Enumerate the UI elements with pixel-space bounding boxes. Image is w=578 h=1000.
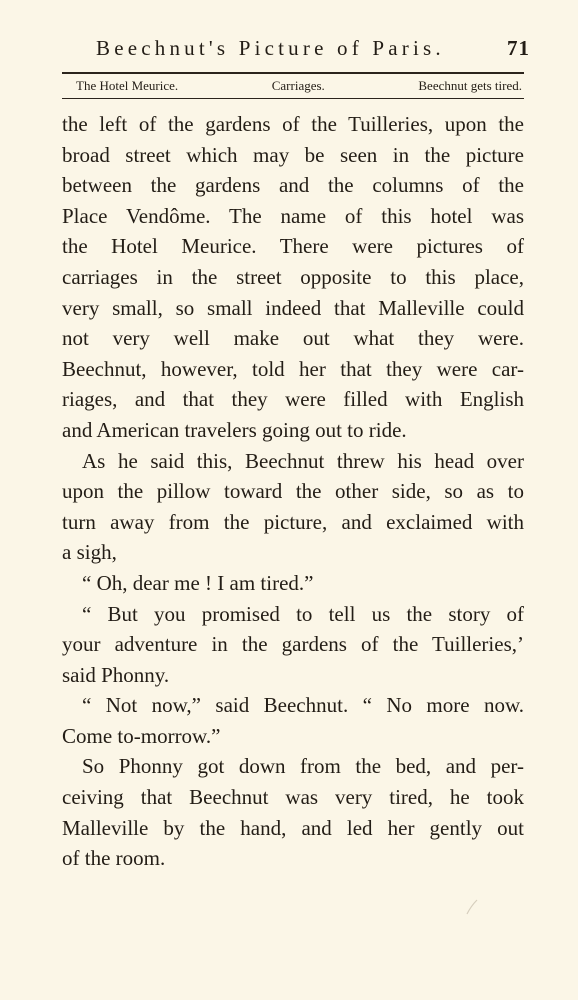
text-line: Come to-morrow.” <box>62 723 221 748</box>
text-line: upon the pillow toward the other side, so as to <box>62 479 524 504</box>
text-line: riages, and that they were filled with English <box>62 387 524 412</box>
body-text <box>62 109 524 874</box>
text-line: your adventure in the gardens of the Tuilleries,’ <box>62 632 524 657</box>
text-line: and American travelers going out to ride. <box>62 417 407 442</box>
text-line: As he said this, Beechnut threw his head over <box>82 448 524 473</box>
text-line: not very well make out what they were. <box>62 326 524 351</box>
topic-hotel-meurice: The Hotel Meurice. <box>76 78 179 93</box>
text-line: So Phonny got down from the bed, and per- <box>82 754 524 779</box>
text-line: the Hotel Meurice. There were pictures of <box>62 234 524 259</box>
text-line: said Phonny. <box>62 662 170 687</box>
text-line: Place Vendôme. The name of this hotel was <box>62 203 524 228</box>
text-line: “ Not now,” said Beechnut. “ No more now. <box>82 693 524 718</box>
text-line: of the room. <box>62 846 166 871</box>
text-line: turn away from the picture, and exclaimed with <box>62 509 524 534</box>
text-line: broad street which may be seen in the picture <box>62 142 524 167</box>
text-line: Malleville by the hand, and led her gently out <box>62 815 524 840</box>
text-line: between the gardens and the columns of the <box>62 173 524 198</box>
topic-subheadings <box>76 78 522 94</box>
header-rule-bottom <box>62 98 524 99</box>
text-line: very small, so small indeed that Malleville could <box>62 295 524 320</box>
topic-beechnut-tired: Beechnut gets tired. <box>418 78 522 93</box>
text-line: “ Oh, dear me ! I am tired.” <box>82 570 314 595</box>
page-number: 71 <box>507 36 530 60</box>
ink-smudge <box>465 898 479 916</box>
text-line: Beechnut, however, told her that they were car- <box>62 356 524 381</box>
text-line: ceiving that Beechnut was very tired, he took <box>62 785 524 810</box>
text-line: the left of the gardens of the Tuilleries, upon the <box>62 112 524 136</box>
running-head <box>96 36 536 61</box>
header-rule-top <box>62 72 524 74</box>
text-line: a sigh, <box>62 540 117 565</box>
running-title: Beechnut's Picture of Paris. <box>96 36 445 60</box>
text-line: “ But you promised to tell us the story of <box>82 601 524 626</box>
text-line: carriages in the street opposite to this place, <box>62 264 524 289</box>
topic-carriages: Carriages. <box>271 78 325 93</box>
